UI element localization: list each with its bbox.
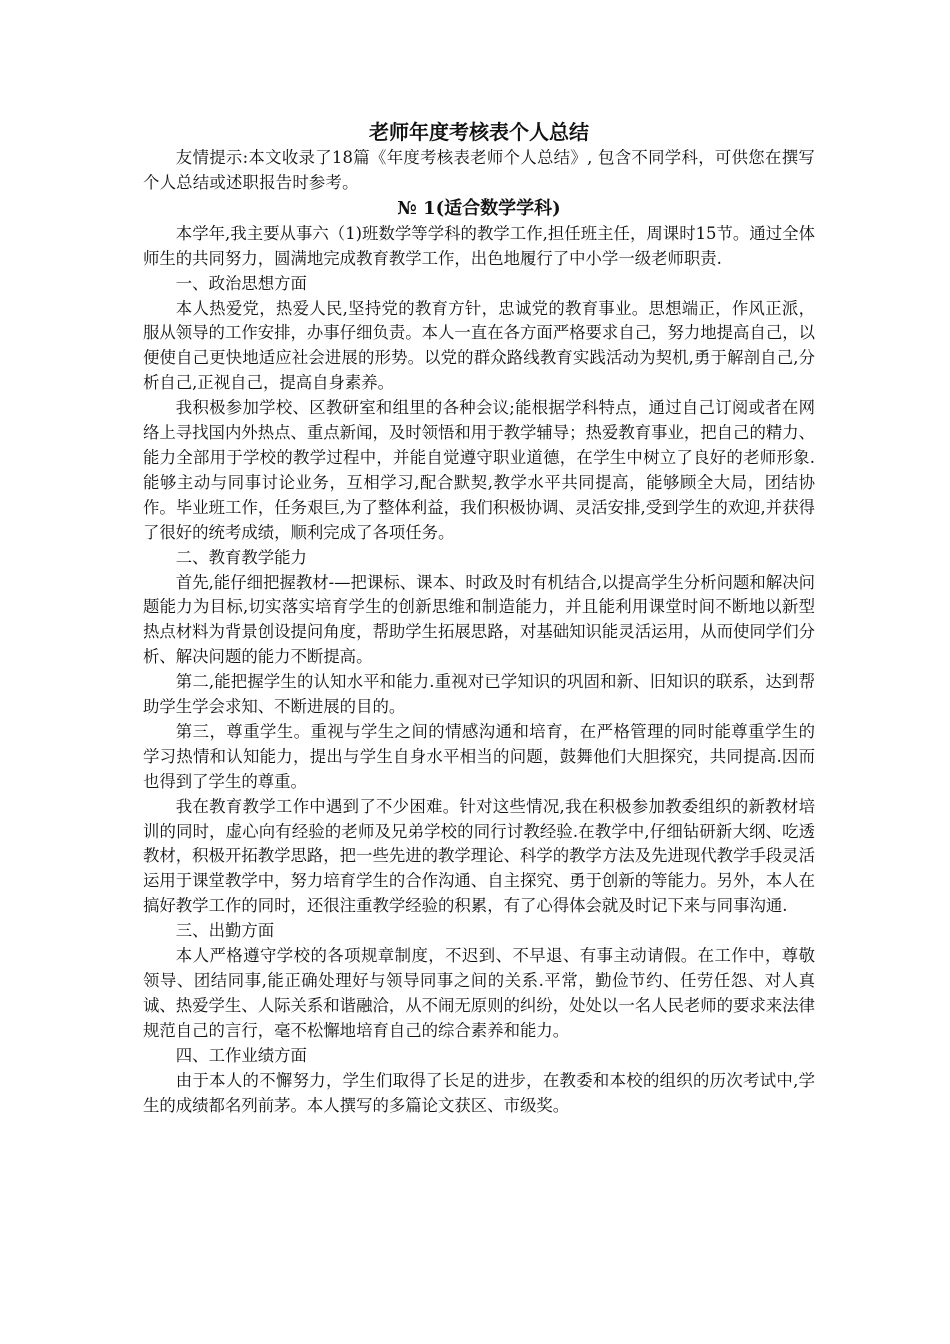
document-content	[143, 118, 815, 1118]
body-paragraph: 本人严格遵守学校的各项规章制度，不迟到、不早退、有事主动请假。在工作中，尊敬领导、团结同事,能正确处理好与领导同事之间的关系.平常，勤俭节约、任劳任怨、对人真诚、热爱学生、人际关系和谐融洽，从不闹无原则的纠纷，处处以一名人民老师的要求来法律规范自己的言行，毫不松懈地培育自己的综合素养和能力。	[143, 946, 816, 1040]
body-paragraph: 本学年,我主要从事六（1)班数学等学科的教学工作,担任班主任，周课时15节。通过全体师生的共同努力，圆满地完成教育教学工作，出色地履行了中小学一级老师职责.	[143, 223, 815, 268]
section-heading: 三、出勤方面	[175, 921, 275, 941]
section-heading: 四、工作业绩方面	[175, 1045, 307, 1065]
body-paragraph: 本人热爱党，热爱人民,坚持党的教育方针，忠诚党的教育事业。思想端正，作风正派，服从领导的工作安排，办事仔细负责。本人一直在各方面严格要求自己，努力地提高自己，以便使自己更快地适应社会进展的形势。以党的群众路线教育实践活动为契机,勇于解剖自己,分析自己,正视自己，提高自身素养。	[143, 298, 816, 393]
section-heading: 一、政治思想方面	[175, 273, 307, 293]
body-paragraph: 我在教育教学工作中遇到了不少困难。针对这些情况,我在积极参加教委组织的新教材培训的同时，虚心向有经验的老师及兄弟学校的同行讨教经验.在教学中,仔细钻研新大纲、吃透教材，积极开拓教学思路，把一些先进的教学理论、科学的教学方法及先进现代教学手段灵活运用于课堂教学中，努力培育学生的合作沟通、自主探究、勇于创新的等能力。另外，本人在搞好教学工作的同时，还很注重教学经验的积累，有了心得体会就及时记下来与同事沟通.	[143, 796, 816, 916]
body-paragraph: 第三，尊重学生。重视与学生之间的情感沟通和培育，在严格管理的同时能尊重学生的学习热情和认知能力，提出与学生自身水平相当的问题，鼓舞他们大胆探究，共同提高.因而也得到了学生的尊重。	[143, 721, 815, 791]
section-title: № 1(适合数学学科)	[397, 197, 561, 219]
body-paragraph: 首先,能仔细把握教材-—把课标、课本、时政及时有机结合,以提高学生分析问题和解决问题能力为目标,切实落实培育学生的创新思维和制造能力，并且能利用课堂时间不断地以新型热点材料为背景创设提问角度，帮助学生拓展思路，对基础知识能灵活运用，从而使同学们分析、解决问题的能力不断提高。	[143, 572, 816, 667]
section-heading: 二、教育教学能力	[175, 547, 307, 567]
document-title: 老师年度考核表个人总结	[369, 120, 589, 144]
body-paragraph: 我积极参加学校、区教研室和组里的各种会议;能根据学科特点，通过自己订阅或者在网络上寻找国内外热点、重点新闻，及时领悟和用于教学辅导；热爱教育事业，把自己的精力、能力全部用于学校的教学过程中，并能自觉遵守职业道德，在学生中树立了良好的老师形象.能够主动与同事讨论业务，互相学习,配合默契,教学水平共同提高，能够顾全大局，团结协作。毕业班工作，任务艰巨,为了整体利益，我们积极协调、灵活安排,受到学生的欢迎,并获得了很好的统考成绩，顺利完成了各项任务。	[143, 398, 816, 542]
body-paragraph: 第二,能把握学生的认知水平和能力.重视对已学知识的巩固和新、旧知识的联系，达到帮助学生学会求知、不断进展的目的。	[143, 672, 815, 717]
notice-text: 友情提示:本文收录了18篇《年度考核表老师个人总结》, 包含不同学科，可供您在撰写个人总结或述职报告时参考。	[143, 148, 815, 192]
body-paragraph: 由于本人的不懈努力，学生们取得了长足的进步，在教委和本校的组织的历次考试中,学生的成绩都名列前茅。本人撰写的多篇论文获区、市级奖。	[143, 1070, 815, 1115]
